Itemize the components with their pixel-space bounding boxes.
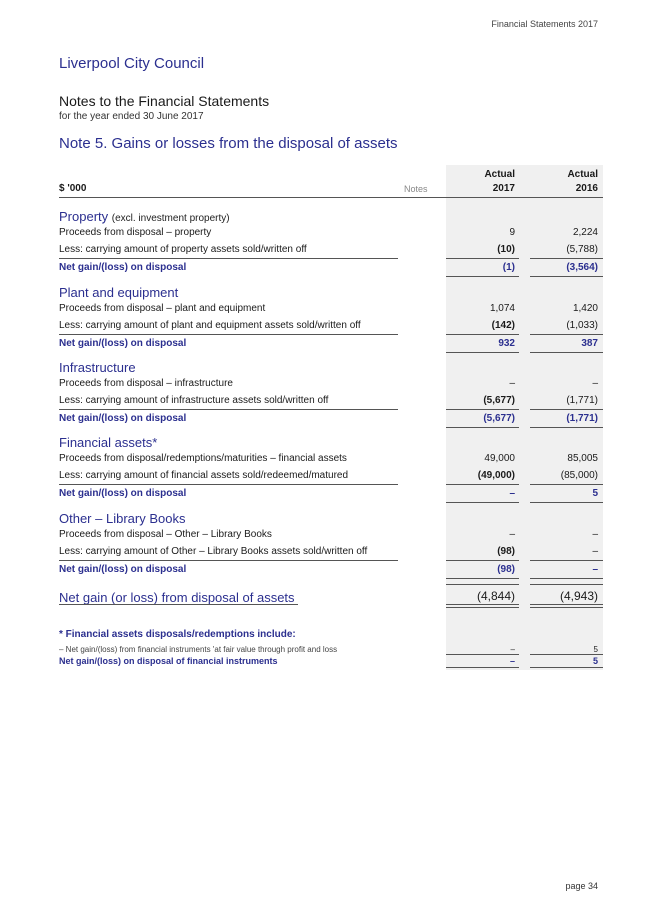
footnote-rule-2016 — [530, 654, 603, 655]
footnote-row-2017: – — [510, 645, 515, 654]
net-gain-2016: 5 — [592, 488, 598, 499]
grand-total-label: Net gain (or loss) from disposal of assets — [59, 590, 295, 605]
note-title: Note 5. Gains or losses from the disposal of assets — [59, 135, 398, 152]
net-gain-label: Net gain/(loss) on disposal — [59, 262, 187, 273]
net-gain-rule-2017 — [446, 578, 519, 579]
grand-total-double-rule-2016 — [530, 607, 603, 608]
net-gain-2017: (1) — [502, 262, 515, 273]
net-gain-rule-2017 — [446, 502, 519, 503]
subtotal-rule-2017 — [446, 409, 519, 410]
carrying-amount-label: Less: carrying amount of financial assets sold/redeemed/matured — [59, 470, 349, 481]
council-name: Liverpool City Council — [59, 55, 205, 72]
subtotal-rule — [59, 334, 398, 335]
subtotal-rule-2016 — [530, 334, 603, 335]
footnote-total-rule-2017 — [446, 667, 519, 668]
grand-total-rule-top-2016 — [530, 584, 603, 585]
section-qualifier: (excl. investment property) — [111, 213, 230, 224]
net-gain-rule-2017 — [446, 276, 519, 277]
proceeds-2017: 49,000 — [484, 453, 515, 464]
header-rule — [59, 197, 603, 198]
carrying-amount-2017: (5,677) — [483, 395, 515, 406]
footnote-heading: * Financial assets disposals/redemptions include: — [59, 629, 296, 640]
proceeds-2017: – — [509, 378, 515, 389]
grand-total-2017: (4,844) — [476, 589, 515, 603]
carrying-amount-2016: (85,000) — [560, 470, 598, 481]
section-title — [59, 285, 178, 300]
section-title-text: Property — [59, 209, 109, 224]
header-actual-2016: Actual — [567, 169, 598, 180]
header-year-2017: 2017 — [492, 183, 515, 194]
carrying-amount-2017: (49,000) — [477, 470, 515, 481]
footnote-row-2016: 5 — [593, 645, 598, 654]
net-gain-2017: 932 — [498, 338, 515, 349]
net-gain-2017: (5,677) — [483, 413, 515, 424]
net-gain-2016: – — [592, 564, 598, 575]
net-gain-rule-2017 — [446, 352, 519, 353]
proceeds-label: Proceeds from disposal – property — [59, 227, 212, 238]
net-gain-rule-2017 — [446, 427, 519, 428]
subtotal-rule — [59, 484, 398, 485]
carrying-amount-2017: (10) — [497, 244, 515, 255]
carrying-amount-2016: (1,033) — [566, 320, 598, 331]
header-notes: Notes — [404, 184, 428, 194]
footnote-total-label: Net gain/(loss) on disposal of financial instruments — [59, 656, 278, 666]
grand-total-rule-2016 — [530, 604, 603, 605]
subtotal-rule-2016 — [530, 409, 603, 410]
subtotal-rule-2016 — [530, 258, 603, 259]
net-gain-rule-2016 — [530, 276, 603, 277]
footnote-total-2017: – — [509, 656, 515, 666]
proceeds-2017: 9 — [509, 227, 515, 238]
net-gain-label: Net gain/(loss) on disposal — [59, 413, 187, 424]
notes-subtitle: for the year ended 30 June 2017 — [59, 111, 204, 122]
carrying-amount-label: Less: carrying amount of property assets sold/written off — [59, 244, 307, 255]
carrying-amount-2016: (5,788) — [566, 244, 598, 255]
section-title-text: Financial assets* — [59, 435, 158, 450]
section-title-text: Other – Library Books — [59, 511, 186, 526]
carrying-amount-label: Less: carrying amount of infrastructure assets sold/written off — [59, 395, 329, 406]
footnote-total-2016: 5 — [592, 656, 598, 666]
section-title — [59, 360, 136, 375]
proceeds-label: Proceeds from disposal – Other – Library Books — [59, 529, 272, 540]
net-gain-label: Net gain/(loss) on disposal — [59, 488, 187, 499]
proceeds-2017: 1,074 — [489, 303, 515, 314]
section-title — [59, 435, 157, 450]
net-gain-rule-2016 — [530, 578, 603, 579]
net-gain-2017: (98) — [497, 564, 515, 575]
footnote-total-rule-2016 — [530, 667, 603, 668]
subtotal-rule — [59, 409, 398, 410]
running-header: Financial Statements 2017 — [491, 19, 598, 29]
grand-total-rule-2017 — [446, 604, 519, 605]
proceeds-2016: – — [592, 529, 598, 540]
net-gain-rule-2016 — [530, 427, 603, 428]
section-title-text: Plant and equipment — [59, 285, 179, 300]
proceeds-2016: – — [592, 378, 598, 389]
header-unit: $ '000 — [59, 183, 87, 194]
header-actual-2017: Actual — [484, 169, 515, 180]
subtotal-rule-2017 — [446, 484, 519, 485]
net-gain-2016: (1,771) — [566, 413, 598, 424]
proceeds-2016: 2,224 — [572, 227, 598, 238]
section-title-text: Infrastructure — [59, 360, 136, 375]
subtotal-rule-2017 — [446, 258, 519, 259]
carrying-amount-2017: (98) — [497, 546, 515, 557]
section-title — [59, 511, 185, 526]
page-number: page 34 — [565, 881, 598, 891]
subtotal-rule-2017 — [446, 560, 519, 561]
carrying-amount-label: Less: carrying amount of plant and equipment assets sold/written off — [59, 320, 361, 331]
net-gain-label: Net gain/(loss) on disposal — [59, 564, 187, 575]
carrying-amount-label: Less: carrying amount of Other – Library Books assets sold/written off — [59, 546, 368, 557]
carrying-amount-2016: – — [592, 546, 598, 557]
carrying-amount-2016: (1,771) — [566, 395, 598, 406]
subtotal-rule — [59, 258, 398, 259]
proceeds-2017: – — [509, 529, 515, 540]
proceeds-label: Proceeds from disposal/redemptions/maturities – financial assets — [59, 453, 347, 464]
net-gain-2017: – — [509, 488, 515, 499]
footnote-rule-2017 — [446, 654, 519, 655]
proceeds-label: Proceeds from disposal – plant and equipment — [59, 303, 266, 314]
notes-title: Notes to the Financial Statements — [59, 93, 270, 109]
net-gain-2016: 387 — [581, 338, 598, 349]
subtotal-rule-2016 — [530, 484, 603, 485]
section-title — [59, 209, 230, 224]
proceeds-2016: 85,005 — [567, 453, 598, 464]
header-year-2016: 2016 — [575, 183, 598, 194]
footnote-row-label: – Net gain/(loss) from financial instruments 'at fair value through profit and loss — [59, 645, 338, 654]
subtotal-rule-2017 — [446, 334, 519, 335]
proceeds-2016: 1,420 — [572, 303, 598, 314]
proceeds-label: Proceeds from disposal – infrastructure — [59, 378, 233, 389]
net-gain-rule-2016 — [530, 502, 603, 503]
grand-total-2016: (4,943) — [559, 589, 598, 603]
net-gain-label: Net gain/(loss) on disposal — [59, 338, 187, 349]
subtotal-rule — [59, 560, 398, 561]
grand-total-double-rule-2017 — [446, 607, 519, 608]
subtotal-rule-2016 — [530, 560, 603, 561]
grand-total-rule-top-2017 — [446, 584, 519, 585]
net-gain-2016: (3,564) — [566, 262, 598, 273]
grand-total-underline — [59, 604, 298, 605]
carrying-amount-2017: (142) — [491, 320, 515, 331]
net-gain-rule-2016 — [530, 352, 603, 353]
